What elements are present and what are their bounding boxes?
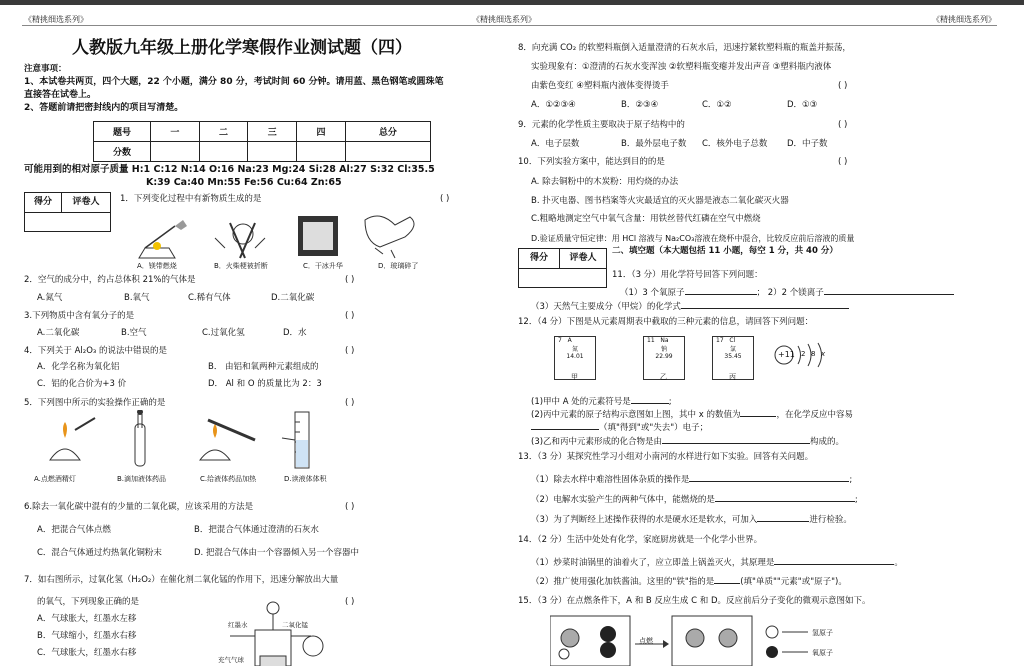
q11-text: 11．（3 分）用化学符号回答下列问题： [612, 270, 763, 280]
q13-text: 13．（3 分）某探究性学习小组对小南河的水样进行如下实验。回答有关问题。 [518, 452, 814, 462]
q15-arrow-label: 点燃 [639, 637, 653, 645]
atom-nucleus-charge: +11 [778, 350, 795, 359]
test-tube-heating-figure [200, 420, 255, 460]
q14-part1: （1）炒菜时油锅里的油着火了，应立即盖上锅盖灭火，其原理是 。 [531, 555, 903, 569]
q12-blank-1[interactable] [631, 394, 669, 404]
header-center: 《精挑细选系列》 [472, 15, 536, 24]
element-mass: 22.99 [655, 353, 673, 360]
q7-label-ink: 红墨水 [228, 621, 248, 629]
q13-blank-3[interactable] [757, 512, 809, 522]
q8-answer[interactable]: ( ) [838, 81, 848, 91]
q12-part3: (3)乙和丙中元素形成的化合物是由 构成的。 [531, 434, 844, 448]
score-cell[interactable] [345, 142, 430, 162]
q13-part3: （3）为了判断经上述操作获得的水是硬水还是软水，可加入 进行检验。 [531, 512, 852, 526]
q9-text: 9．元素的化学性质主要取决于原子结构中的 [518, 120, 685, 130]
q9-option-b: B．最外层电子数 [621, 139, 687, 149]
q4-option-c: C．铝的化合价为+3 价 [37, 379, 127, 389]
atom-shell-1: 2 [801, 350, 806, 358]
q4-option-a: A．化学名称为氧化铝 [37, 362, 120, 372]
q5-caption-c: C.给液体药品加热 [200, 475, 257, 483]
grader-label: 评卷人 [560, 249, 606, 269]
element-name: 钠 [660, 346, 667, 353]
q12-part2c: （填"得到"或"失去"）电子； [531, 420, 708, 434]
q10-answer[interactable]: ( ) [838, 157, 848, 167]
score-head: 一 [151, 122, 200, 142]
q8-option-b: B．②③④ [621, 100, 659, 110]
q6-option-c: C．混合气体通过灼热氧化铜粉末 [37, 548, 162, 558]
q15-text: 15．（3 分）在点燃条件下，A 和 B 反应生成 C 和 D。反应前后分子变化的微观示意图如下。 [518, 596, 871, 606]
q11-blank-3[interactable] [681, 299, 849, 309]
scorer-label: 得分 [25, 193, 62, 213]
q8-text: 8．向充满 CO₂ 的软塑料瓶倒入适量澄清的石灰水后，迅速拧紧软塑料瓶的瓶盖并振荡， [518, 43, 851, 53]
q13-part2: （2）电解水实验产生的两种气体中，能燃烧的是 ; [531, 492, 858, 506]
q15-reaction-figure [550, 612, 850, 666]
element-caption-bing: 丙 [729, 373, 736, 381]
page-title: 人教版九年级上册化学寒假作业测试题（四） [72, 38, 412, 58]
score-cell[interactable] [297, 142, 346, 162]
atomic-masses-line1: 可能用到的相对原子质量 H:1 C:12 N:14 O:16 Na:23 Mg:24 Si:28 Al:27 S:32 Cl:35.5 [24, 164, 435, 175]
scorer-label: 得分 [519, 249, 560, 269]
scorer-box-1 [24, 192, 111, 232]
element-number: 17 Cl [716, 337, 736, 344]
header-left: 《精挑细选系列》 [24, 15, 88, 24]
q13-blank-1[interactable] [689, 472, 849, 482]
q10-option-d: D.验证质量守恒定律：用 HCl 溶液与 Na₂CO₃溶液在烧杯中混合，比较反应前后溶液的质量 [531, 234, 855, 243]
element-caption-yi: 乙 [660, 373, 667, 381]
magnesium-burning-figure [139, 220, 187, 258]
q14-part2: （2）推广使用强化加铁酱油。这里的"铁"指的是 (填"单质""元素"或"原子")。 [531, 574, 847, 588]
q1-caption-c: C．干冰升华 [303, 262, 343, 270]
score-head: 三 [248, 122, 297, 142]
q7-label-balloon: 充气气球 [218, 656, 244, 664]
q7-option-a: A．气球胀大，红墨水左移 [37, 614, 137, 624]
q8-option-d: D．①③ [787, 100, 818, 110]
q4-answer[interactable]: ( ) [345, 346, 355, 356]
q2-text: 2．空气的成分中，约占总体积 21%的气体是 [24, 275, 196, 285]
q7-text-2: 的氧气，下列现象正确的是 [37, 597, 140, 607]
q5-caption-a: A.点燃酒精灯 [34, 475, 76, 483]
q6-option-b: B．把混合气体通过澄清的石灰水 [194, 525, 319, 535]
score-head: 总分 [345, 122, 430, 142]
element-mass: 14.01 [566, 353, 584, 360]
dry-ice-figure [298, 216, 338, 256]
q5-caption-b: B.滴加液体药品 [117, 475, 167, 483]
q7-label-mno2: 二氧化锰 [282, 621, 308, 629]
q12-blank-3[interactable] [531, 420, 599, 430]
element-name: 氯 [729, 346, 736, 353]
q1-caption-d: D．玻璃碎了 [378, 262, 419, 270]
element-name: 氮 [571, 346, 578, 353]
score-row-label: 分数 [94, 142, 151, 162]
q1-caption-b: B．火柴梗被折断 [214, 262, 268, 270]
q6-answer[interactable]: ( ) [345, 502, 355, 512]
q12-part1: (1)甲中 A 处的元素符号是 ; [531, 394, 672, 408]
q9-option-c: C．核外电子总数 [702, 139, 768, 149]
q1-answer[interactable]: ( ) [440, 194, 450, 204]
q6-text: 6.除去一氧化碳中混有的少量的二氧化碳，应该采用的方法是 [24, 502, 254, 512]
q10-option-a: A. 除去铜粉中的木炭粉：用灼烧的办法 [531, 177, 679, 187]
q5-caption-d: D.读液体体积 [284, 475, 327, 483]
header-right: 《精挑细选系列》 [932, 15, 996, 24]
q7-option-c: C．气球胀大，红墨水右移 [37, 648, 137, 658]
q8-text-2: 实验现象有：①澄清的石灰水变浑浊 ②软塑料瓶变瘪并发出声音 ③塑料瓶内液体 [531, 62, 832, 72]
q9-option-a: A．电子层数 [531, 139, 580, 149]
q3-option-d: D．水 [283, 328, 307, 338]
notice-heading: 注意事项： [24, 64, 67, 74]
matchstick-figure [215, 223, 265, 258]
q1-figures [135, 208, 435, 264]
grader-label: 评卷人 [62, 193, 110, 213]
score-cell[interactable] [151, 142, 200, 162]
q12-blank-2[interactable] [740, 407, 776, 417]
element-mass: 35.45 [724, 353, 742, 360]
element-number: 11 Na [647, 337, 669, 344]
q14-blank-2[interactable] [714, 574, 740, 584]
q3-answer[interactable]: ( ) [345, 311, 355, 321]
notice-line2: 2、答题前请把密封线内的项目写清楚。 [24, 103, 184, 113]
atom-shell-2: 8 [811, 350, 816, 358]
q3-option-a: A.二氧化碳 [37, 328, 80, 338]
q7-option-b: B．气球缩小，红墨水右移 [37, 631, 137, 641]
q14-text: 14．（2 分）生活中处处有化学，家庭厨房就是一个化学小世界。 [518, 535, 763, 545]
q5-figures [40, 410, 340, 472]
q15-legend-hydrogen: 氢原子 [812, 629, 833, 637]
q4-option-d: D． Al 和 O 的质量比为 2：3 [208, 379, 322, 389]
graduated-cylinder-figure [282, 412, 309, 468]
alcohol-lamp-figure [50, 418, 95, 460]
atom-shell-3: x [821, 350, 826, 358]
section2-heading: 二、填空题（本大题包括 11 小题，每空 1 分，共 40 分） [612, 246, 838, 256]
element-caption-jia: 甲 [571, 373, 578, 381]
top-bar [0, 0, 1024, 5]
score-cell[interactable] [248, 142, 297, 162]
q5-text: 5．下列图中所示的实验操作正确的是 [24, 398, 166, 408]
q9-answer[interactable]: ( ) [838, 120, 848, 130]
q10-option-b: B. 扑灭电器、图书档案等火灾最适宜的灭火器是液态二氧化碳灭火器 [531, 196, 789, 206]
q3-option-c: C.过氧化氢 [202, 328, 245, 338]
q13-part1: （1）除去水样中难溶性固体杂质的操作是 ; [531, 472, 852, 486]
q8-option-a: A．①②③④ [531, 100, 576, 110]
scorer-box-2 [518, 248, 607, 288]
q2-option-c: C.稀有气体 [188, 293, 231, 303]
q1-text: 1．下列变化过程中有新物质生成的是 [120, 194, 262, 204]
score-cell[interactable] [199, 142, 248, 162]
q12-blank-4[interactable] [662, 434, 810, 444]
score-head: 四 [297, 122, 346, 142]
q1-caption-a: A．镁带燃烧 [137, 262, 177, 270]
q9-option-d: D．中子数 [787, 139, 828, 149]
q12-text: 12．（4 分）下图是从元素周期表中截取的三种元素的信息，请回答下列问题： [518, 317, 814, 327]
q8-option-c: C．①② [702, 100, 732, 110]
q7-answer[interactable]: ( ) [345, 597, 355, 607]
notice-line1b: 直接答在试卷上。 [24, 90, 97, 100]
q11-blank-2[interactable] [824, 285, 954, 295]
dropper-figure [135, 410, 145, 466]
q6-option-a: A．把混合气体点燃 [37, 525, 111, 535]
q2-option-b: B.氧气 [124, 293, 150, 303]
element-number: 7 A [558, 337, 572, 344]
atomic-masses-line2: K:39 Ca:40 Mn:55 Fe:56 Cu:64 Zn:65 [146, 177, 342, 188]
q7-text: 7．如右图所示，过氧化氢（H₂O₂）在催化剂二氧化锰的作用下，迅速分解放出大量 [24, 575, 339, 585]
q11-part1: （1）3 个氧原子 ； 2）2 个镁离子 [620, 285, 954, 299]
q4-text: 4．下列关于 Al₂O₃ 的说法中错误的是 [24, 346, 167, 356]
score-head: 二 [199, 122, 248, 142]
score-head: 题号 [94, 122, 151, 142]
q10-text: 10．下列实验方案中，能达到目的的是 [518, 157, 665, 167]
broken-glass-figure [365, 216, 414, 258]
q5-answer[interactable]: ( ) [345, 398, 355, 408]
header-rule [22, 25, 997, 26]
q3-option-b: B.空气 [121, 328, 147, 338]
notice-line1: 1、本试卷共两页，四个大题，22 个小题，满分 80 分，考试时间 60 分钟。请用蓝、黑色钢笔或圆珠笔 [24, 77, 444, 87]
q11-blank-1[interactable] [685, 285, 757, 295]
q14-blank-1[interactable] [774, 555, 894, 565]
q13-blank-2[interactable] [715, 492, 855, 502]
q8-text-3: 由紫色变红 ④塑料瓶内液体变得烫手 [531, 81, 669, 91]
q2-answer[interactable]: ( ) [345, 275, 355, 285]
q10-option-c: C.粗略地测定空气中氧气含量：用铁丝替代红磷在空气中燃烧 [531, 214, 761, 224]
q2-option-a: A.氮气 [37, 293, 63, 303]
q12-part2: (2)丙中元素的原子结构示意图如上图，其中 x 的数值为 ，在化学反应中容易 [531, 407, 853, 421]
q6-option-d: D. 把混合气体由一个容器倾入另一个容器中 [194, 548, 359, 558]
q11-part3: （3）天然气主要成分（甲烷）的化学式 [531, 299, 849, 313]
q15-legend-oxygen: 氧原子 [812, 649, 833, 657]
q4-option-b: B． 由铝和氧两种元素组成的 [208, 362, 319, 372]
q2-option-d: D.二氧化碳 [271, 293, 315, 303]
score-table [93, 121, 431, 162]
q3-text: 3.下列物质中含有氧分子的是 [24, 311, 135, 321]
